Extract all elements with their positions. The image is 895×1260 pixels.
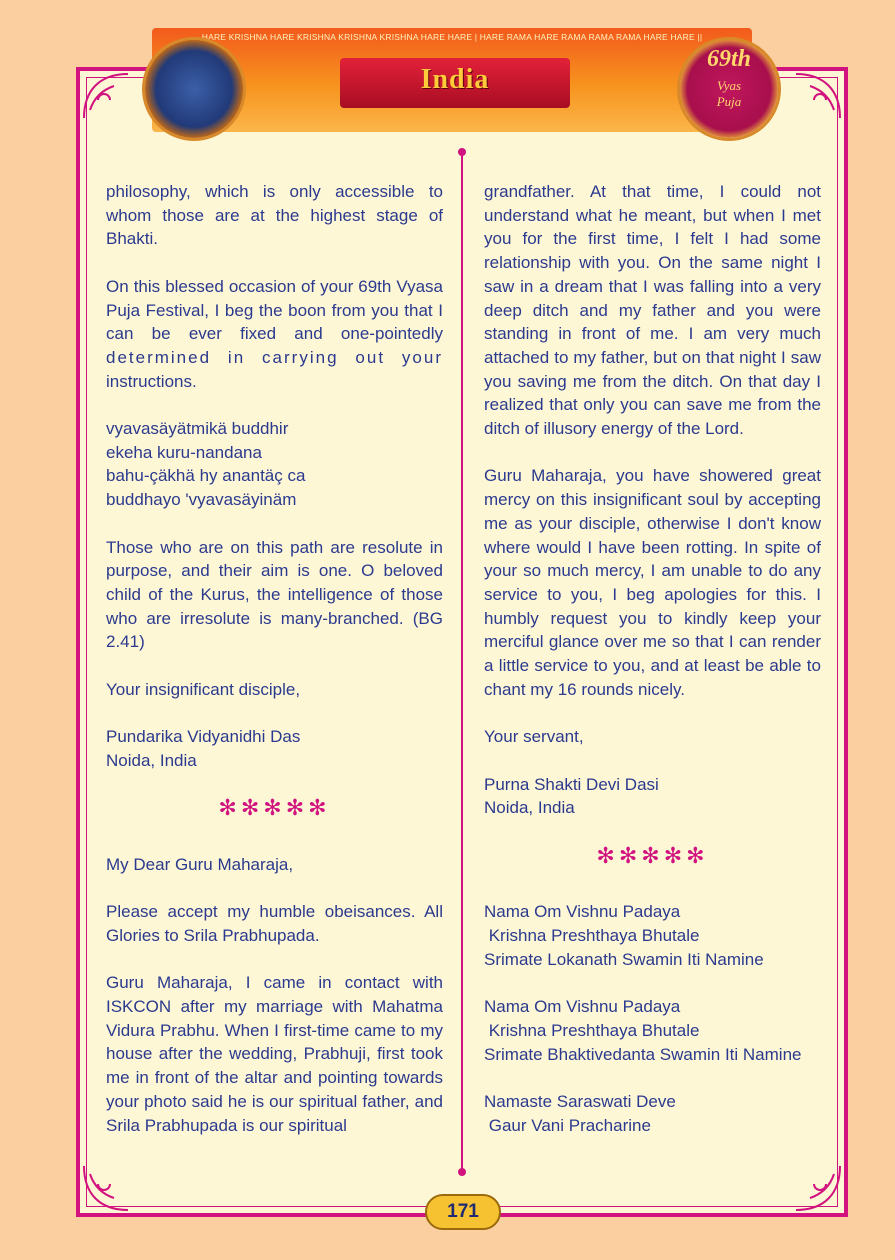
right-column bbox=[484, 180, 821, 1161]
deity-photo-medallion bbox=[145, 40, 243, 138]
paragraph: Please accept my humble obeisances. All Glories to Srila Prabhupada. bbox=[106, 902, 443, 945]
paragraph: grandfather. At that time, I could not understand what he meant, but when I met you for the first time, I felt I had some relationship with you. On the same night I saw in a dream that I was falling into a very deep ditch and my father and you were standing in front of me. I am very much attached to my father, but on that night I saw you saving me from the ditch. On that day I realized that only you can save me from the ditch of illusory energy of the Lord. bbox=[484, 182, 821, 439]
corner-ornament-icon bbox=[792, 1162, 844, 1214]
prayer: Nama Om Vishnu Padaya Krishna Preshthaya Bhutale Srimate Bhaktivedanta Swamin Iti Namine bbox=[484, 997, 802, 1064]
corner-ornament-icon bbox=[792, 70, 844, 122]
closing: Your insignificant disciple, bbox=[106, 679, 301, 699]
page-number: 171 bbox=[425, 1194, 501, 1230]
page-title: India bbox=[420, 64, 490, 95]
prayer: Nama Om Vishnu Padaya Krishna Preshthaya Bhutale Srimate Lokanath Swamin Iti Namine bbox=[484, 902, 764, 969]
divider-dot bbox=[458, 148, 466, 156]
verse: vyavasäyätmikä buddhir ekeha kuru-nandana bahu-çäkhä hy anantäç ca buddhayo 'vyavasäyinäm bbox=[106, 419, 306, 510]
signature: Pundarika Vidyanidhi Das Noida, India bbox=[106, 727, 301, 770]
badge-label: Vyas Puja bbox=[716, 78, 742, 109]
paragraph: Guru Maharaja, you have showered great mercy on this insignificant soul by accepting me as your disciple, otherwise I don't know where would I have been rotting. In spite of your so much mercy, I am unable to do any service to you, I beg apologies for this. I humbly request you to kindly keep your merciful glance over me so that I can render a little service to you, and at least be able to chant my 16 rounds nicely. bbox=[484, 466, 821, 699]
divider-dot bbox=[458, 1168, 466, 1176]
closing: Your servant, bbox=[484, 727, 584, 747]
signature: Purna Shakti Devi Dasi Noida, India bbox=[484, 774, 659, 818]
badge-number: 69th bbox=[706, 46, 751, 72]
prayer: Namaste Saraswati Deve Gaur Vani Pracharine bbox=[484, 1091, 676, 1135]
left-column bbox=[106, 180, 443, 1161]
section-separator-stars: ✻✻✻✻✻ bbox=[218, 795, 331, 821]
column-divider bbox=[461, 152, 463, 1172]
paragraph: Guru Maharaja, I came in contact with ISKCON after my marriage with Mahatma Vidura Prabhu. When I first-time came to my house after the wedding, Prabhuji, first took me in front of the altar and pointing towards your photo said he is our spiritual father, and Srila Prabhupada is our spiritual bbox=[106, 973, 443, 1135]
paragraph: On this blessed occasion of your 69th Vyasa Puja Festival, I beg the boon from you that I can be ever fixed and one-pointedly determined in carrying out your instructions. bbox=[106, 276, 443, 391]
corner-ornament-icon bbox=[80, 1162, 132, 1214]
corner-ornament-icon bbox=[80, 70, 132, 122]
section-separator-stars: ✻✻✻✻✻ bbox=[596, 842, 709, 868]
header-chant: HARE KRISHNA HARE KRISHNA KRISHNA KRISHNA HARE HARE | HARE RAMA HARE RAMA RAMA RAMA HARE HARE || bbox=[201, 32, 703, 42]
paragraph: Those who are on this path are resolute in purpose, and their aim is one. O beloved child of the Kurus, the intelligence of those who are irresolute is many-branched. (BG 2.41) bbox=[106, 537, 443, 652]
salutation: My Dear Guru Maharaja, bbox=[106, 854, 294, 874]
paragraph: philosophy, which is only accessible to whom those are at the highest stage of Bhakti. bbox=[106, 182, 443, 249]
